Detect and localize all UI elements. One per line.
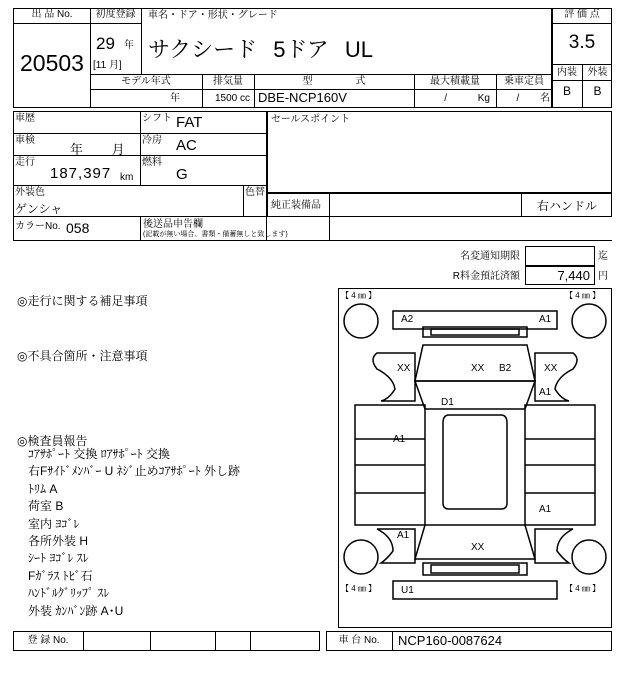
rear-bumper — [393, 581, 557, 599]
rear-quarter-left — [377, 529, 415, 563]
report-line: 荷室 B — [28, 499, 64, 514]
mileage-value: 187,397 — [50, 165, 112, 182]
shift-value: FAT — [176, 114, 203, 131]
recycle-unit: 円 — [598, 271, 608, 282]
mark-side-left-rear: A1 — [397, 530, 410, 541]
driving-title: ◎走行に関する補足事項 — [17, 294, 148, 308]
displacement-label: 排気量 — [213, 76, 243, 87]
shift-label: シフト — [142, 113, 172, 124]
tire-depth-tl: 【 4 ㎜ 】 — [341, 291, 377, 300]
color-value: ゲンシャ — [15, 202, 63, 216]
exterior-grade: B — [593, 84, 602, 98]
exterior-label: 外装 — [587, 67, 608, 78]
tire-front-right — [572, 304, 606, 338]
mark-roof-front-xx: XX — [471, 363, 485, 374]
color-no-sep — [140, 216, 141, 241]
vehicle-diagram — [338, 288, 612, 628]
chassis-sep — [392, 631, 393, 651]
rear-panel-inner — [431, 565, 519, 573]
spec-sep-3 — [414, 74, 415, 108]
name-change-label: 名変通知期限 — [460, 251, 520, 262]
recycle-box — [525, 266, 595, 285]
mark-fender-left: XX — [397, 363, 411, 374]
details-row-3 — [13, 185, 267, 186]
mark-front-left: A2 — [401, 314, 414, 325]
name-change-box — [525, 246, 595, 266]
spec-row-top-line — [90, 74, 552, 75]
interior-grade: B — [562, 84, 571, 98]
chassis-value: NCP160-0087624 — [398, 633, 503, 648]
car-name: サクシード 5ドア UL — [148, 37, 374, 62]
mileage-label: 走行 — [15, 157, 35, 168]
front-grille-inner — [431, 329, 519, 335]
vehicle-outline — [339, 289, 611, 627]
tire-depth-tr: 【 4 ㎜ 】 — [565, 291, 601, 300]
fuel-label: 燃料 — [142, 157, 162, 168]
first-reg-divider — [141, 24, 142, 74]
color-change-label: 色替 — [245, 187, 265, 198]
mileage-unit: km — [120, 172, 134, 183]
report-line: 室内 ﾖｺﾞﾚ — [28, 516, 80, 531]
type-value: DBE-NCP160V — [258, 90, 347, 105]
first-reg-label: 初度登録 — [90, 9, 142, 24]
reg-sep-3 — [215, 631, 216, 651]
reg-sep-2 — [150, 631, 151, 651]
first-reg-month: [11 月] — [93, 60, 122, 71]
mark-fender-right-a1: A1 — [539, 387, 552, 398]
history-label: 車歴 — [15, 113, 35, 124]
report-line: 外装 ｶﾝﾊﾞﾝ跡 A･U — [28, 603, 124, 618]
ac-label: 冷房 — [142, 135, 162, 146]
mark-roof-b2: B2 — [499, 363, 512, 374]
lot-label: 出 品 No. — [13, 9, 91, 24]
reg-sep-4 — [250, 631, 251, 651]
equipment-sep-1 — [329, 193, 330, 241]
details-row-1 — [13, 133, 267, 134]
inspection-value: 年 月 — [70, 142, 125, 157]
displacement-value: 1500 cc — [214, 93, 250, 104]
docs-box-line — [267, 240, 612, 241]
mark-windshield: D1 — [441, 397, 454, 408]
inspector-title: ◎検査員報告 — [17, 434, 88, 448]
inspection-label: 車検 — [15, 135, 35, 146]
handle-value: 右ハンドル — [536, 199, 597, 213]
model-year-unit: 年 — [170, 93, 180, 104]
spec-sep-4 — [496, 74, 497, 108]
tire-rear-left — [344, 540, 378, 574]
tire-rear-right — [572, 540, 606, 574]
tire-front-left — [344, 304, 378, 338]
report-line: Fｶﾞﾗｽ ﾄﾋﾞ石 — [28, 568, 93, 583]
details-col-sep — [140, 111, 141, 186]
chassis-label: 車 台 No. — [338, 635, 380, 646]
ac-value: AC — [176, 137, 197, 154]
reg-sep-1 — [83, 631, 84, 651]
fender-left — [373, 353, 415, 401]
recycle-value: 7,440 — [557, 268, 590, 283]
docs-label: 後送品申告欄 — [143, 219, 203, 230]
car-name-label: 車名・ドア・形状・グレード — [148, 10, 278, 21]
fuel-value: G — [176, 166, 188, 183]
docs-note: (記載が無い場合、書類・備蓄無しと致します) — [143, 231, 288, 238]
spec-sep-2 — [254, 74, 255, 108]
mark-rear-glass: XX — [471, 542, 485, 553]
recycle-label: R料金預託済額 — [452, 271, 520, 282]
max-load-value: / Kg — [444, 93, 490, 104]
roof — [443, 415, 507, 509]
report-line: ﾄﾘﾑ A — [28, 481, 58, 496]
tire-depth-bl: 【 4 ㎜ 】 — [341, 584, 377, 593]
windshield — [415, 381, 535, 409]
mark-rear-bumper: U1 — [401, 585, 414, 596]
color-no-label: カラーNo. — [15, 221, 61, 232]
mark-front-right: A1 — [539, 314, 552, 325]
capacity-value: / 名 — [516, 93, 550, 104]
color-label: 外装色 — [15, 187, 45, 198]
year-unit: 年 — [124, 40, 134, 51]
report-line: ﾊﾝﾄﾞﾙｸﾞﾘｯﾌﾟ ｽﾚ — [28, 586, 110, 601]
sales-point-label: セールスポイント — [271, 114, 351, 125]
rating-label: 評 価 点 — [552, 9, 612, 24]
details-row-2 — [13, 155, 267, 156]
report-line: 右Fｻｲﾄﾞﾒﾝﾊﾞｰ U ﾈｼﾞ止めｺｱｻﾎﾟｰﾄ 外し跡 — [28, 464, 240, 479]
mark-side-right-rear: A1 — [539, 504, 552, 515]
mark-side-left-front: A1 — [393, 434, 406, 445]
mark-fender-right-xx: XX — [544, 363, 558, 374]
rear-quarter-right — [535, 529, 573, 563]
first-reg-year: 29 — [96, 34, 115, 53]
report-lines — [28, 446, 240, 620]
color-no-value: 058 — [66, 220, 90, 236]
color-change-box — [243, 185, 244, 217]
interior-label: 内装 — [557, 67, 577, 78]
defects-title: ◎不具合箇所・注意事項 — [17, 349, 148, 363]
tire-depth-br: 【 4 ㎜ 】 — [565, 584, 601, 593]
capacity-label: 乗車定員 — [504, 76, 544, 87]
reg-label: 登 録 No. — [27, 635, 69, 646]
report-line: 各所外装 H — [28, 534, 89, 549]
max-load-label: 最大積載量 — [430, 76, 480, 87]
type-label: 型 式 — [302, 76, 366, 87]
model-year-label: モデル年式 — [121, 76, 171, 87]
report-line: ｺｱｻﾎﾟｰﾄ 交換 ﾛｱｻﾎﾟｰﾄ 交換 — [28, 447, 171, 461]
rating-value: 3.5 — [568, 32, 596, 53]
name-change-unit: 迄 — [598, 251, 608, 262]
equipment-label: 純正装備品 — [271, 200, 321, 211]
report-line: ｼｰﾄ ﾖｺﾞﾚ ｽﾚ — [28, 551, 89, 566]
rating-grade-line — [552, 80, 612, 81]
lot-number: 20503 — [20, 50, 84, 76]
